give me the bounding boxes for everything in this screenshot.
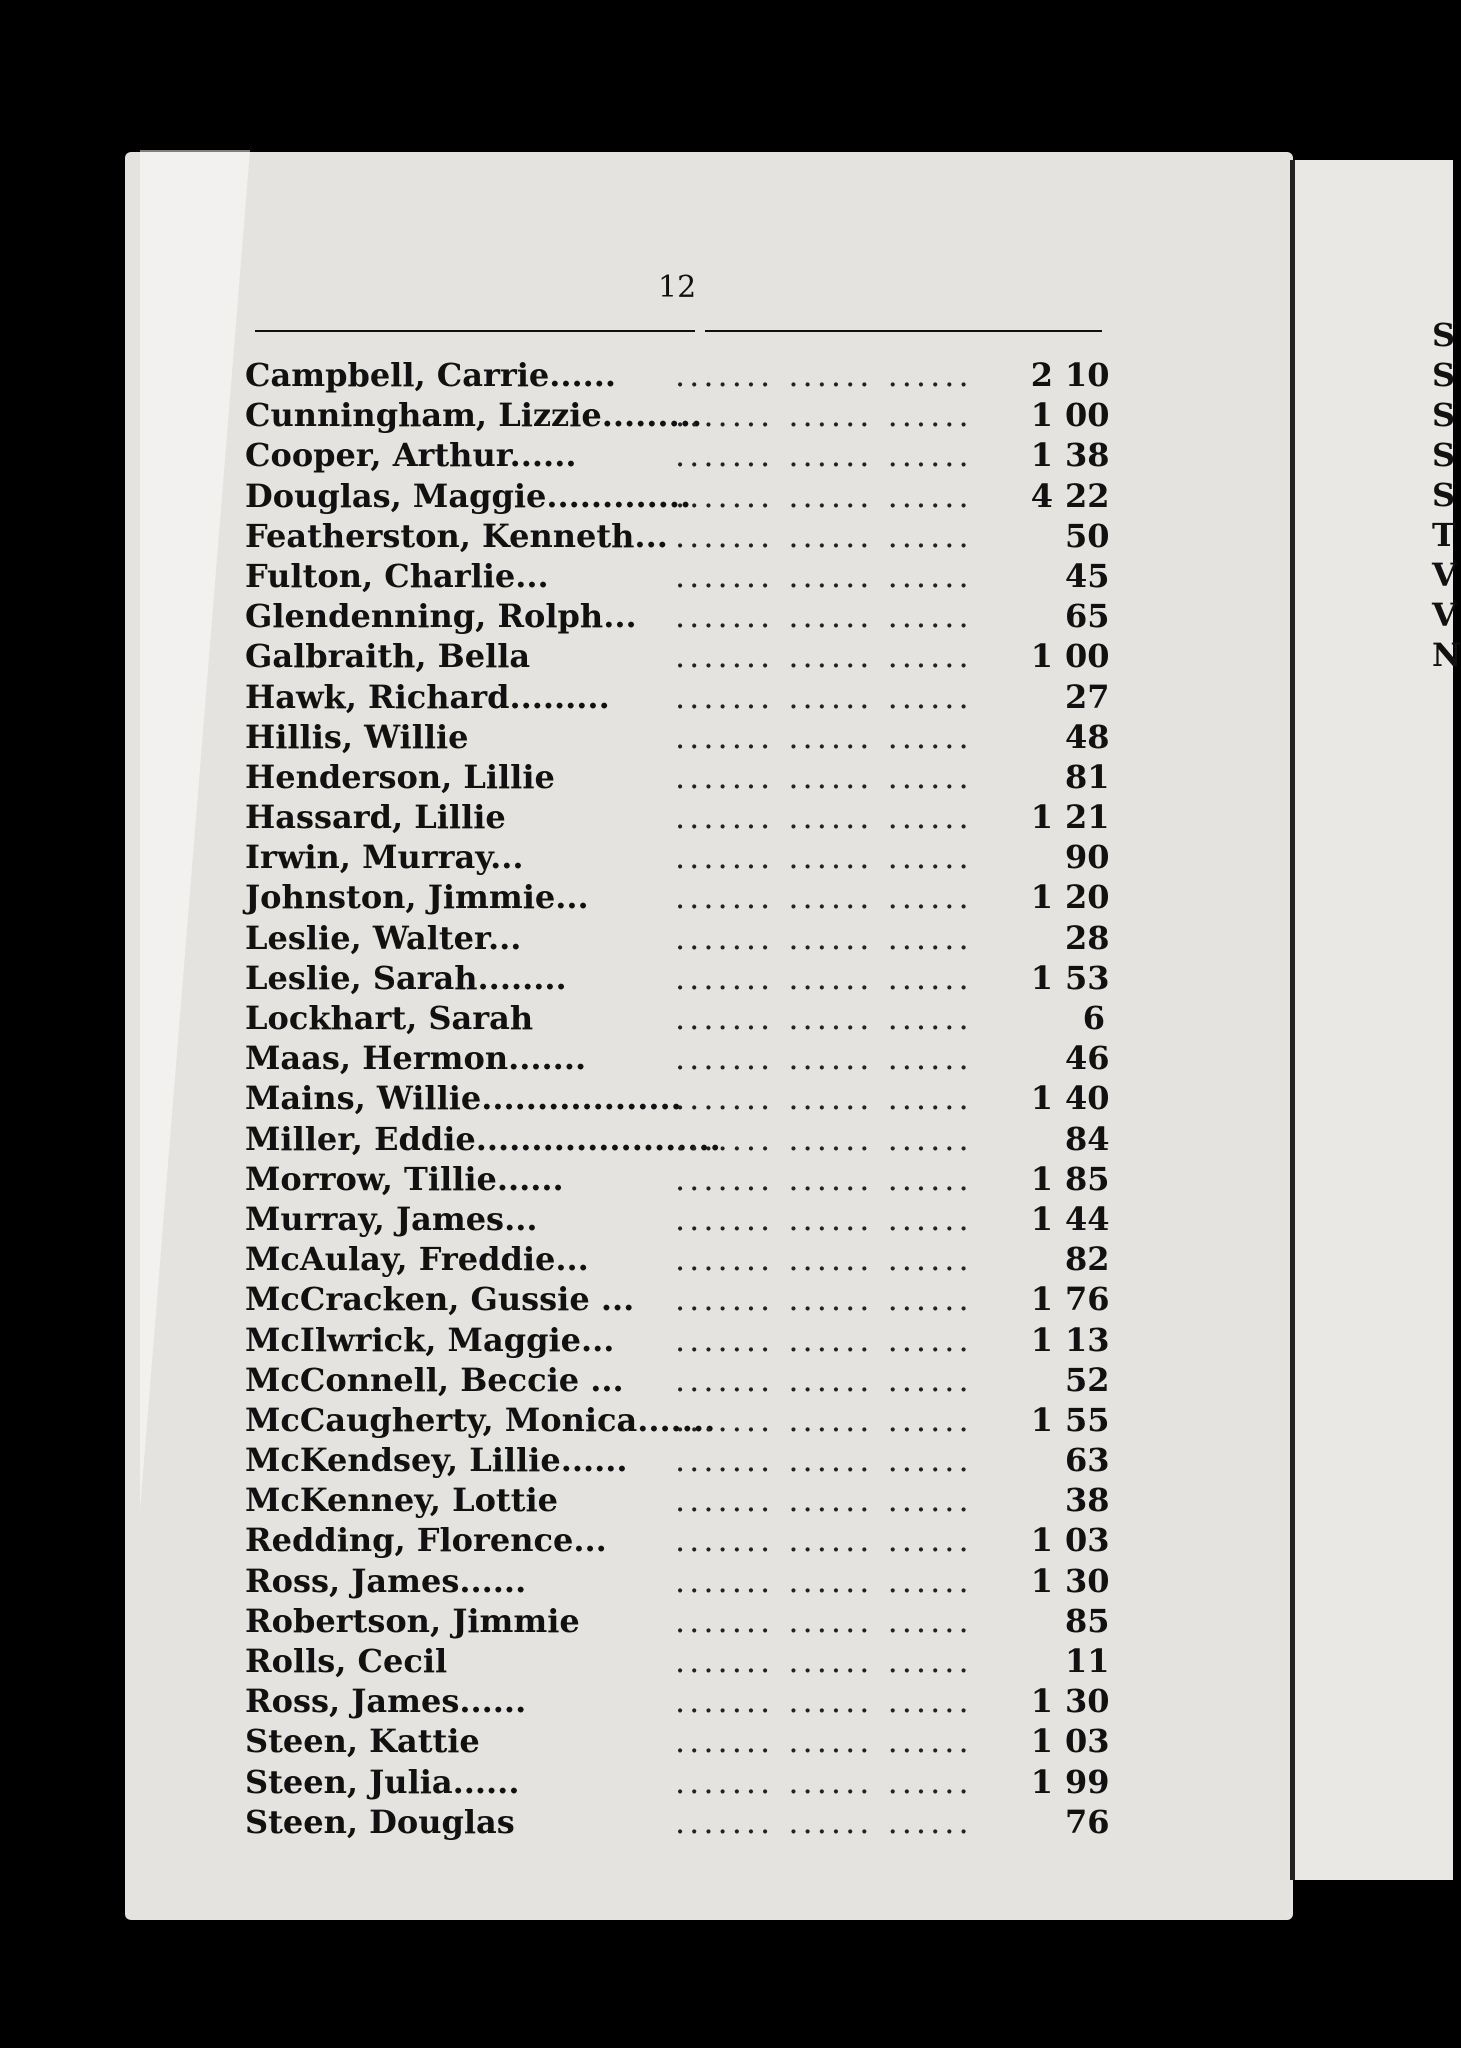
amount-dollars: 1 (1030, 798, 1053, 837)
edge-letter: V (1432, 596, 1457, 634)
list-item (245, 1199, 1110, 1239)
list-item (245, 1721, 1110, 1761)
entry-name: Ross, James...... (245, 1561, 527, 1600)
dot-leaders: ....... ...... ...... (675, 1601, 973, 1640)
dot-leaders: ....... ...... ...... (675, 396, 973, 435)
amount-cents: 55 (1065, 1400, 1110, 1439)
list-item (245, 1400, 1110, 1440)
amount-dollars: 1 (1030, 1400, 1053, 1439)
dot-leaders: ....... ...... ...... (675, 476, 973, 515)
edge-letter: S (1432, 356, 1456, 394)
amount-cents: 03 (1065, 1521, 1110, 1560)
amount-cents: 00 (1065, 637, 1110, 676)
dot-leaders: ....... ...... ...... (675, 1561, 973, 1600)
edge-letter: T (1432, 516, 1456, 554)
amount-cents: 76 (1065, 1802, 1110, 1841)
amount-cents: 00 (1065, 396, 1110, 435)
list-item (245, 1239, 1110, 1279)
amount-dollars: 1 (1030, 436, 1053, 475)
amount-dollars: 1 (1030, 396, 1053, 435)
dot-leaders: ....... ...... ...... (675, 556, 973, 595)
list-item (245, 1038, 1110, 1078)
entry-name: Maas, Hermon....... (245, 1039, 587, 1078)
list-item (245, 1440, 1110, 1480)
dot-leaders: ....... ...... ...... (675, 1400, 973, 1439)
entry-name: Mains, Willie.................. (245, 1079, 682, 1118)
entry-name: Robertson, Jimmie (245, 1601, 580, 1640)
entry-name: Galbraith, Bella (245, 637, 531, 676)
entry-name: Ross, James...... (245, 1682, 527, 1721)
amount-cents: 44 (1065, 1199, 1110, 1238)
dot-leaders: ....... ...... ...... (675, 1159, 973, 1198)
dot-leaders: ....... ...... ...... (675, 999, 973, 1037)
amount-dollars: 1 (1030, 1079, 1053, 1118)
amount-cents: 21 (1065, 798, 1110, 837)
entry-name: Featherston, Kenneth... (245, 516, 668, 555)
dot-leaders: ....... ...... ...... (675, 798, 973, 837)
list-item (245, 1762, 1110, 1802)
dot-leaders: ....... ...... ...... (675, 637, 973, 676)
amount-cents: 20 (1065, 878, 1110, 917)
entry-name: Irwin, Murray... (245, 838, 524, 877)
entry-name: Henderson, Lillie (245, 757, 555, 796)
amount-cents: 13 (1065, 1320, 1110, 1359)
amount-cents: 50 (1065, 516, 1110, 555)
list-item (245, 395, 1110, 435)
dot-leaders: ....... ...... ...... (675, 516, 973, 555)
dot-leaders: ....... ...... ...... (675, 757, 973, 796)
dot-leaders: ....... ...... ...... (675, 1360, 973, 1399)
amount-cents: 22 (1065, 476, 1110, 515)
edge-letter: V (1432, 556, 1457, 594)
list-item (245, 1520, 1110, 1560)
dot-leaders: ....... ...... ...... (675, 436, 973, 475)
list-item (245, 556, 1110, 596)
list-item (245, 476, 1110, 516)
entry-name: Cooper, Arthur...... (245, 436, 577, 475)
entry-name: McIlwrick, Maggie... (245, 1320, 615, 1359)
list-item (245, 757, 1110, 797)
header-rule (705, 330, 1102, 332)
entry-name: McKenney, Lottie (245, 1481, 558, 1520)
edge-letter: S (1432, 396, 1456, 434)
adjacent-page (1290, 160, 1453, 1880)
entry-name: Fulton, Charlie... (245, 556, 549, 595)
list-item (245, 636, 1110, 676)
list-item (245, 1320, 1110, 1360)
list-item (245, 998, 1105, 1038)
entry-name: Rolls, Cecil (245, 1642, 448, 1680)
list-item (245, 1802, 1110, 1842)
entry-name: McConnell, Beccie ... (245, 1360, 624, 1399)
amount-dollars: 1 (1030, 1521, 1053, 1560)
entry-name: Steen, Kattie (245, 1722, 480, 1761)
amount-cents: 63 (1065, 1441, 1110, 1480)
edge-letter: S (1432, 316, 1456, 354)
amount-cents: 82 (1065, 1240, 1110, 1279)
adjacent-page-letters (1432, 315, 1461, 675)
list-item (245, 677, 1110, 717)
dot-leaders: ....... ...... ...... (675, 717, 973, 756)
entry-name: Lockhart, Sarah (245, 999, 534, 1037)
amount-dollars: 1 (1030, 1280, 1053, 1319)
entry-name: Campbell, Carrie...... (245, 356, 617, 394)
amount-cents: 6 (1082, 999, 1105, 1037)
amount-dollars: 1 (1030, 1682, 1053, 1721)
list-item (245, 435, 1110, 475)
amount-cents: 28 (1065, 918, 1110, 957)
list-item (245, 958, 1110, 998)
entry-name: Steen, Douglas (245, 1802, 515, 1841)
amount-cents: 85 (1065, 1159, 1110, 1198)
amount-cents: 99 (1065, 1762, 1110, 1801)
list-item (245, 1360, 1110, 1400)
amount-cents: 85 (1065, 1601, 1110, 1640)
amount-dollars: 1 (1030, 878, 1053, 917)
entry-name: Murray, James... (245, 1199, 538, 1238)
amount-cents: 81 (1065, 757, 1110, 796)
amount-cents: 38 (1065, 436, 1110, 475)
dot-leaders: ....... ...... ...... (675, 1441, 973, 1480)
amount-dollars: 1 (1030, 1199, 1053, 1238)
edge-letter: N (1432, 636, 1461, 674)
list-item (245, 355, 1110, 395)
list-item (245, 797, 1110, 837)
list-item (245, 877, 1110, 917)
list-item (245, 1601, 1110, 1641)
list-item (245, 1480, 1110, 1520)
dot-leaders: ....... ...... ...... (675, 677, 973, 716)
entry-name: McCracken, Gussie ... (245, 1280, 635, 1319)
entry-name: Leslie, Walter... (245, 918, 522, 957)
dot-leaders: ....... ...... ...... (675, 356, 973, 394)
amount-cents: 65 (1065, 597, 1110, 636)
dot-leaders: ....... ...... ...... (675, 1240, 973, 1279)
entry-name: McAulay, Freddie... (245, 1240, 589, 1279)
dot-leaders: ....... ...... ...... (675, 1079, 973, 1118)
entry-name: Douglas, Maggie............. (245, 476, 692, 515)
list-item (245, 717, 1110, 757)
entry-name: Glendenning, Rolph... (245, 597, 637, 636)
dot-leaders: ....... ...... ...... (675, 1762, 973, 1801)
dot-leaders: ....... ...... ...... (675, 878, 973, 917)
entry-name: McCaugherty, Monica....... (245, 1400, 716, 1439)
entry-list (245, 355, 1110, 1842)
dot-leaders: ....... ...... ...... (675, 1119, 973, 1158)
amount-cents: 10 (1065, 356, 1110, 394)
entry-name: Steen, Julia...... (245, 1762, 520, 1801)
list-item (245, 918, 1110, 958)
list-item (245, 516, 1110, 556)
list-item (245, 1681, 1110, 1721)
dot-leaders: ....... ...... ...... (675, 1802, 973, 1841)
edge-letter: S (1432, 436, 1456, 474)
entry-name: Redding, Florence... (245, 1521, 607, 1560)
dot-leaders: ....... ...... ...... (675, 1682, 973, 1721)
amount-dollars: 2 (1030, 356, 1053, 394)
amount-cents: 30 (1065, 1561, 1110, 1600)
amount-dollars: 1 (1030, 1762, 1053, 1801)
amount-cents: 52 (1065, 1360, 1110, 1399)
amount-dollars: 1 (1030, 1722, 1053, 1761)
amount-cents: 11 (1065, 1642, 1110, 1680)
dot-leaders: ....... ...... ...... (675, 1722, 973, 1761)
list-item (245, 1119, 1110, 1159)
dot-leaders: ....... ...... ...... (675, 1481, 973, 1520)
list-item (245, 837, 1110, 877)
list-item (245, 1279, 1110, 1319)
amount-dollars: 1 (1030, 637, 1053, 676)
entry-name: McKendsey, Lillie...... (245, 1441, 628, 1480)
entry-name: Leslie, Sarah........ (245, 958, 567, 997)
list-item (245, 596, 1110, 636)
amount-cents: 38 (1065, 1481, 1110, 1520)
dot-leaders: ....... ...... ...... (675, 1642, 973, 1680)
page-number: 12 (658, 270, 697, 305)
dot-leaders: ....... ...... ...... (675, 838, 973, 877)
amount-dollars: 4 (1030, 476, 1053, 515)
dot-leaders: ....... ...... ...... (675, 1280, 973, 1319)
amount-dollars: 1 (1030, 1159, 1053, 1198)
amount-cents: 76 (1065, 1280, 1110, 1319)
amount-cents: 45 (1065, 556, 1110, 595)
list-item (245, 1159, 1110, 1199)
entry-name: Hillis, Willie (245, 717, 469, 756)
amount-cents: 30 (1065, 1682, 1110, 1721)
amount-cents: 48 (1065, 717, 1110, 756)
dot-leaders: ....... ...... ...... (675, 1199, 973, 1238)
list-item (245, 1561, 1110, 1601)
entry-name: Hawk, Richard......... (245, 677, 610, 716)
amount-cents: 90 (1065, 838, 1110, 877)
entry-name: Morrow, Tillie...... (245, 1159, 564, 1198)
amount-dollars: 1 (1030, 958, 1053, 997)
amount-cents: 53 (1065, 958, 1110, 997)
amount-dollars: 1 (1030, 1320, 1053, 1359)
edge-letter: S (1432, 476, 1456, 514)
amount-dollars: 1 (1030, 1561, 1053, 1600)
header-rule (255, 330, 695, 332)
amount-cents: 40 (1065, 1079, 1110, 1118)
list-item (245, 1641, 1110, 1681)
amount-cents: 84 (1065, 1119, 1110, 1158)
amount-cents: 27 (1065, 677, 1110, 716)
amount-cents: 46 (1065, 1039, 1110, 1078)
dot-leaders: ....... ...... ...... (675, 1320, 973, 1359)
entry-name: Cunningham, Lizzie......... (245, 396, 702, 435)
dot-leaders: ....... ...... ...... (675, 918, 973, 957)
dot-leaders: ....... ...... ...... (675, 597, 973, 636)
list-item (245, 1078, 1110, 1118)
entry-name: Miller, Eddie...................... (245, 1119, 721, 1158)
amount-cents: 03 (1065, 1722, 1110, 1761)
entry-name: Johnston, Jimmie... (245, 878, 589, 917)
entry-name: Hassard, Lillie (245, 798, 506, 837)
folded-corner (140, 150, 250, 1510)
dot-leaders: ....... ...... ...... (675, 1039, 973, 1078)
dot-leaders: ....... ...... ...... (675, 1521, 973, 1560)
dot-leaders: ....... ...... ...... (675, 958, 973, 997)
